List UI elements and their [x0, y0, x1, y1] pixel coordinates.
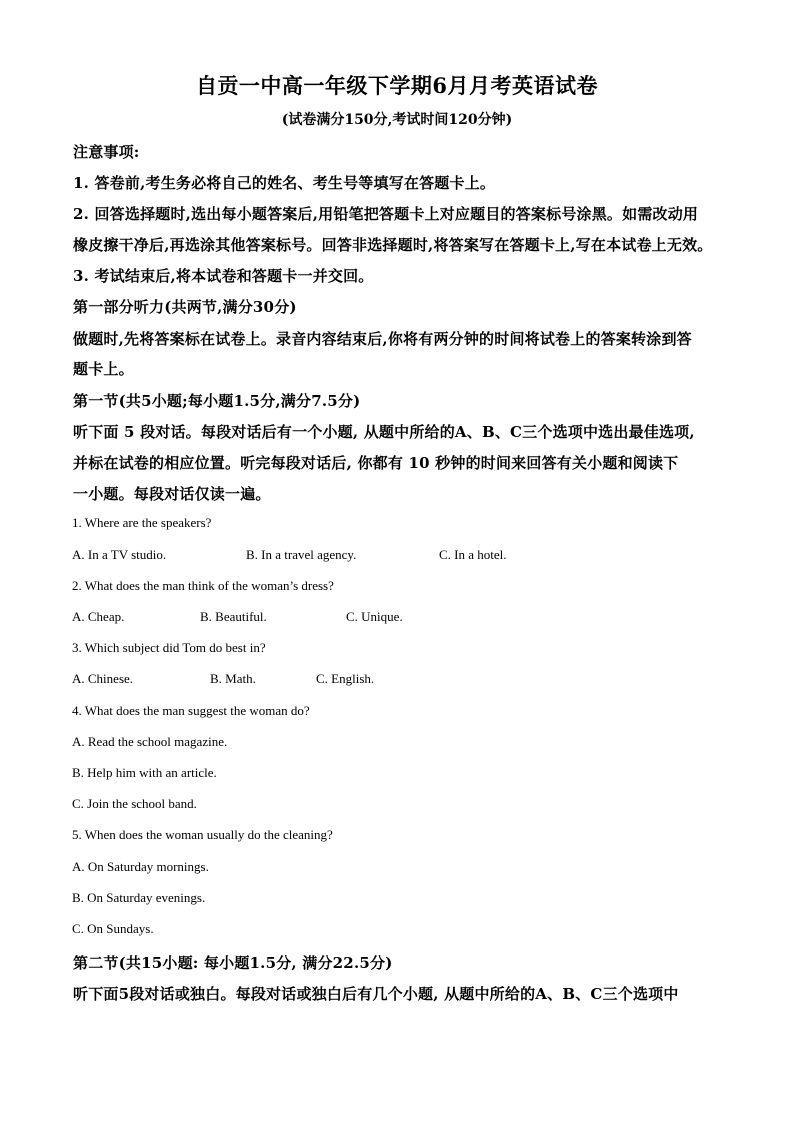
note-line-2: 2. 回答选择题时,选出每小题答案后,用铅笔把答题卡上对应题目的答案标号涂黑。如需改动用: [73, 205, 699, 223]
section1-instruction-3: 一小题。每段对话仅读一遍。: [73, 485, 271, 503]
section2-heading: 第二节(共15小题: 每小题1.5分, 满分22.5分): [73, 954, 393, 972]
exam-title: 自贡一中高一年级下学期6月月考英语试卷: [195, 73, 599, 98]
exam-subtitle: (试卷满分150分,考试时间120分钟): [281, 112, 513, 128]
question-2-stem: 2. What does the man think of the woman’s dress?: [72, 578, 334, 593]
question-4-option-b: B. Help him with an article.: [72, 765, 217, 780]
question-5-stem: 5. When does the woman usually do the cleaning?: [72, 827, 333, 842]
question-5-option-c: C. On Sundays.: [72, 921, 154, 936]
section1-heading: 第一节(共5小题;每小题1.5分,满分7.5分): [73, 392, 361, 410]
section1-instruction-2: 并标在试卷的相应位置。听完每段对话后, 你都有 10 秒钟的时间来回答有关小题和阅读下: [73, 454, 679, 472]
question-1-option-b: B. In a travel agency.: [246, 547, 357, 562]
part1-instruction-2: 题卡上。: [73, 360, 134, 378]
question-4-option-c: C. Join the school band.: [72, 796, 197, 811]
part1-heading: 第一部分听力(共两节,满分30分): [73, 298, 297, 316]
section2-instruction-1: 听下面5段对话或独白。每段对话或独白后有几个小题, 从题中所给的A、B、C三个选项中: [73, 985, 679, 1003]
question-5-option-b: B. On Saturday evenings.: [72, 890, 206, 905]
question-1-stem: 1. Where are the speakers?: [72, 515, 212, 530]
question-1-option-c: C. In a hotel.: [439, 547, 507, 562]
question-3-option-a: A. Chinese.: [72, 671, 134, 686]
question-2-option-b: B. Beautiful.: [200, 609, 267, 624]
question-4-option-a: A. Read the school magazine.: [72, 734, 228, 749]
question-1-option-a: A. In a TV studio.: [72, 547, 167, 562]
question-2-option-a: A. Cheap.: [72, 609, 125, 624]
section1-instruction-1: 听下面 5 段对话。每段对话后有一个小题, 从题中所给的A、B、C三个选项中选出最佳选项,: [73, 423, 695, 441]
question-5-option-a: A. On Saturday mornings.: [72, 859, 209, 874]
question-3-stem: 3. Which subject did Tom do best in?: [72, 640, 266, 655]
question-2-option-c: C. Unique.: [346, 609, 403, 624]
question-4-stem: 4. What does the man suggest the woman do?: [72, 703, 310, 718]
question-3-option-b: B. Math.: [210, 671, 256, 686]
notes-heading: 注意事项:: [73, 143, 140, 161]
question-3-option-c: C. English.: [316, 671, 375, 686]
note-line-3: 橡皮擦干净后,再选涂其他答案标号。回答非选择题时,将答案写在答题卡上,写在本试卷上无效。: [73, 236, 713, 254]
part1-instruction-1: 做题时,先将答案标在试卷上。录音内容结束后,你将有两分钟的时间将试卷上的答案转涂到答: [73, 330, 692, 348]
note-line-4: 3. 考试结束后,将本试卷和答题卡一并交回。: [73, 267, 374, 285]
note-line-1: 1. 答卷前,考生务必将自己的姓名、考生号等填写在答题卡上。: [73, 174, 496, 192]
